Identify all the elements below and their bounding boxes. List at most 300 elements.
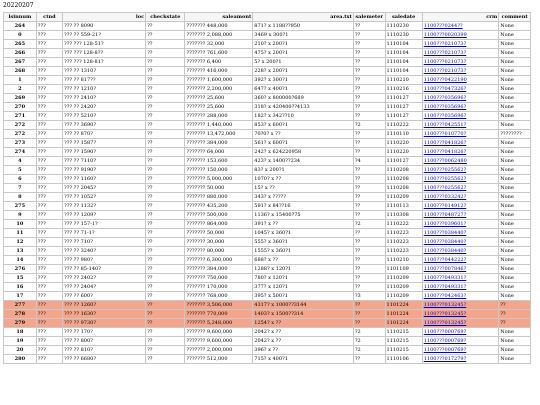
row-saleamount: ??????? 2,000,000 <box>185 346 253 355</box>
row-salemeter: ?? <box>353 229 385 238</box>
row-location: ??? ?? 980? <box>63 256 146 265</box>
row-saleamount: ??????? 25,600 <box>185 94 253 103</box>
row-number: 5 <box>4 166 37 175</box>
row-saleamount: ??????? 50,000 <box>185 184 253 193</box>
table-row <box>4 211 531 220</box>
row-salemeter: ?2 <box>353 328 385 337</box>
table-row <box>4 103 531 112</box>
row-checkstate: ?? <box>146 265 185 274</box>
row-checkstate: ?? <box>146 346 185 355</box>
row-crm-link[interactable]: 1100???013245? <box>422 301 499 310</box>
row-ctnd: ??? <box>36 40 62 49</box>
row-checkstate: ?? <box>146 337 185 346</box>
row-ctnd: ??? <box>36 337 62 346</box>
row-saleamount: ??????? 761,600 <box>185 49 253 58</box>
row-comment: None <box>499 193 531 202</box>
table-row <box>4 355 531 364</box>
row-comment: None <box>499 247 531 256</box>
row-salemeter: ?? <box>353 247 385 256</box>
row-area: 392? x 300?1 <box>253 76 354 85</box>
row-location: ??? ?? 1260? <box>63 301 146 310</box>
row-saleamount: ??????? 2,200,000 <box>185 85 253 94</box>
table-row <box>4 229 531 238</box>
row-crm-link[interactable]: 1100???0020399 <box>422 31 499 40</box>
row-area: 1403? x 1500??314 <box>253 310 354 319</box>
row-ctnd: ??? <box>36 274 62 283</box>
row-area: 391? x ?? <box>253 220 354 229</box>
row-crm-link[interactable]: 1100???014912? <box>422 202 499 211</box>
row-ctnd: ??? <box>36 67 62 76</box>
row-saleamount: ??????? 6,400 <box>185 58 253 67</box>
row-crm-link[interactable]: 1100???025562? <box>422 166 499 175</box>
row-location: ??? ?? 1630? <box>63 310 146 319</box>
row-checkstate: ?? <box>146 274 185 283</box>
row-comment: None <box>499 22 531 31</box>
table-row <box>4 265 531 274</box>
row-comment: None <box>499 220 531 229</box>
row-ctnd: ??? <box>36 58 62 67</box>
table-row <box>4 184 531 193</box>
row-number: 4 <box>4 157 37 166</box>
row-ctnd: ??? <box>36 238 62 247</box>
row-salemeter: ?? <box>353 211 385 220</box>
table-row <box>4 148 531 157</box>
row-comment: None <box>499 85 531 94</box>
row-saleamount: ??????? 770,000 <box>185 310 253 319</box>
row-area: 871? x 1188??950 <box>253 22 354 31</box>
table-row <box>4 175 531 184</box>
row-crm-link[interactable]: 1100???021073? <box>422 49 499 58</box>
row-saledate: 1110208 <box>385 166 422 175</box>
row-ctnd: ??? <box>36 301 62 310</box>
row-saleamount: ??????? 25,600 <box>185 103 253 112</box>
row-crm-link[interactable]: 1100???025562? <box>422 175 499 184</box>
row-comment: None <box>499 58 531 67</box>
table-row <box>4 130 531 139</box>
row-saleamount: ??????? 64,000 <box>185 148 253 157</box>
column-header[interactable]: checkstate <box>146 13 185 22</box>
row-saledate: 1110106 <box>385 355 422 364</box>
row-saleamount: ??????? 153,600 <box>185 157 253 166</box>
row-crm-link[interactable]: 1100???038440? <box>422 229 499 238</box>
row-crm-link[interactable]: 1100???038440? <box>422 238 499 247</box>
row-crm-link[interactable]: 1100???021073? <box>422 67 499 76</box>
row-location: ??? ?? 1052? <box>63 193 146 202</box>
row-number: 277 <box>4 301 37 310</box>
row-area: 343? x ????? <box>253 193 354 202</box>
row-number: 17 <box>4 292 37 301</box>
table-row <box>4 139 531 148</box>
row-salemeter: ?? <box>353 265 385 274</box>
row-number: 10 <box>4 220 37 229</box>
row-crm-link[interactable]: 1100???025562? <box>422 184 499 193</box>
row-salemeter: ?? <box>353 58 385 67</box>
column-header[interactable]: saledate <box>385 13 422 22</box>
row-location: ??? ?? 170? <box>63 328 146 337</box>
row-salemeter: ?? <box>353 94 385 103</box>
row-location: ??? ??? 128-51? <box>63 40 146 49</box>
row-checkstate: ?? <box>146 238 185 247</box>
row-crm-link[interactable]: 1100???0244?? <box>422 22 499 31</box>
row-saledate: 1110208 <box>385 184 422 193</box>
row-ctnd: ??? <box>36 355 62 364</box>
row-saledate: 1110127 <box>385 103 422 112</box>
row-comment: None <box>499 94 531 103</box>
row-salemeter: ?? <box>353 112 385 121</box>
row-saleamount: ??????? 288,000 <box>185 112 253 121</box>
row-area: 15? x ?? <box>253 184 354 193</box>
row-area: 70?0? x ?? <box>253 130 354 139</box>
row-ctnd: ??? <box>36 310 62 319</box>
row-saledate: 1101224 <box>385 310 422 319</box>
row-comment: None <box>499 211 531 220</box>
row-saledate: 1101224 <box>385 301 422 310</box>
row-number: 11 <box>4 229 37 238</box>
row-comment: None <box>499 67 531 76</box>
row-ctnd: ??? <box>36 49 62 58</box>
row-saleamount: ??????? 170,000 <box>185 283 253 292</box>
row-saledate: 1110215 <box>385 346 422 355</box>
row-area: 2042? x ?? <box>253 337 354 346</box>
row-saledate: 1110223 <box>385 247 422 256</box>
table-row <box>4 94 531 103</box>
column-header[interactable]: comment <box>499 13 531 22</box>
row-ctnd: ??? <box>36 94 62 103</box>
column-header[interactable]: area.txt <box>253 13 354 22</box>
row-saleamount: ??????? 500,000 <box>185 211 253 220</box>
row-location: ??? ?? 3690? <box>63 121 146 130</box>
row-salemeter: ?? <box>353 301 385 310</box>
row-saledate: 1110230 <box>385 22 422 31</box>
row-location: ??? ?? 870? <box>63 130 146 139</box>
row-checkstate: ?? <box>146 301 185 310</box>
row-checkstate: ?? <box>146 328 185 337</box>
row-number: 9 <box>4 211 37 220</box>
row-area: 647? x 400?1 <box>253 85 354 94</box>
row-checkstate: ?? <box>146 40 185 49</box>
row-crm-link[interactable]: 1100???013245? <box>422 319 499 328</box>
row-area: 1555? x 360?1 <box>253 247 354 256</box>
row-crm-link[interactable]: 1100???035696? <box>422 112 499 121</box>
data-table <box>3 12 531 364</box>
row-area: 561? x 600?1 <box>253 139 354 148</box>
row-comment: None <box>499 238 531 247</box>
row-checkstate: ?? <box>146 112 185 121</box>
row-checkstate: ?? <box>146 193 185 202</box>
row-crm-link[interactable]: 1100???035696? <box>422 94 499 103</box>
row-saledate: 1110210 <box>385 76 422 85</box>
row-area: 377? x 120?1 <box>253 283 354 292</box>
row-number: 270 <box>4 103 37 112</box>
row-location: ??? ?? 710? <box>63 238 146 247</box>
row-number: 8 <box>4 193 37 202</box>
row-comment: None <box>499 274 531 283</box>
row-salemeter: ?4 <box>353 157 385 166</box>
column-header[interactable]: saleamont <box>185 13 253 22</box>
table-row <box>4 292 531 301</box>
column-header[interactable]: loc <box>63 13 146 22</box>
row-number: 272 <box>4 130 37 139</box>
row-saledate: 1110223 <box>385 238 422 247</box>
row-saleamount: ??????? 768,000 <box>185 292 253 301</box>
row-number: 267 <box>4 58 37 67</box>
row-salemeter: ?? <box>353 256 385 265</box>
row-ctnd: ??? <box>36 31 62 40</box>
row-comment: None <box>499 175 531 184</box>
column-header[interactable]: salemeter <box>355 13 384 20</box>
row-saleamount: ??????? 6,300,000 <box>185 256 253 265</box>
row-saledate: 1110208 <box>385 175 422 184</box>
row-saleamount: ??????? 32,000 <box>185 40 253 49</box>
table-row <box>4 67 531 76</box>
row-number: 1 <box>4 76 37 85</box>
row-number: 279 <box>4 319 37 328</box>
row-area: 228? x 200?1 <box>253 67 354 76</box>
row-crm-link[interactable]: 1100???0422190 <box>422 76 499 85</box>
row-crm-link[interactable]: 1100???007846? <box>422 265 499 274</box>
row-saleamount: ??????? 448,000 <box>185 22 253 31</box>
row-comment: None <box>499 355 531 364</box>
row-checkstate: ?? <box>146 355 185 364</box>
row-saleamount: ??????? 864,000 <box>185 220 253 229</box>
row-location: ??? ?? 5210? <box>63 112 146 121</box>
row-crm-link[interactable]: 1100???035696? <box>422 103 499 112</box>
row-saledate: 1110127 <box>385 94 422 103</box>
row-checkstate: ?? <box>146 292 185 301</box>
row-saleamount: ??????? 1,440,000 <box>185 121 253 130</box>
column-header[interactable]: ctnd <box>36 13 62 22</box>
row-saleamount: ??????? 150,000 <box>185 166 253 175</box>
row-salemeter: ?? <box>353 49 385 58</box>
row-crm-link[interactable]: 1100???010770? <box>422 130 499 139</box>
row-crm-link[interactable]: 1100???039601? <box>422 220 499 229</box>
row-ctnd: ??? <box>36 292 62 301</box>
row-number: 16 <box>4 283 37 292</box>
row-checkstate: ?? <box>146 139 185 148</box>
row-comment: ???????? <box>499 130 531 139</box>
row-saleamount: ??????? 13,472,000 <box>185 130 253 139</box>
row-ctnd: ??? <box>36 166 62 175</box>
table-row <box>4 85 531 94</box>
column-header[interactable]: crm <box>422 13 499 22</box>
row-comment: None <box>499 157 531 166</box>
row-crm-link[interactable]: 1100???042551? <box>422 121 499 130</box>
row-ctnd: ??? <box>36 121 62 130</box>
row-location: ??? ?? 85-140? <box>63 265 146 274</box>
row-saledate: 1110215 <box>385 328 422 337</box>
row-number: 0 <box>4 31 37 40</box>
row-salemeter: ?? <box>353 310 385 319</box>
row-comment: None <box>499 328 531 337</box>
row-salemeter: ?? <box>353 193 385 202</box>
row-checkstate: ?? <box>146 310 185 319</box>
row-comment: ?? <box>499 310 531 319</box>
row-crm-link[interactable]: 1100???041826? <box>422 139 499 148</box>
row-number: 274 <box>4 148 37 157</box>
row-salemeter: ?? <box>353 274 385 283</box>
row-location: ??? ?? 8090 <box>63 22 146 31</box>
row-number: 266 <box>4 49 37 58</box>
row-crm-link[interactable]: 1100???000769? <box>422 346 499 355</box>
row-salemeter: ?? <box>353 148 385 157</box>
row-location: ??? ?? 6680? <box>63 355 146 364</box>
row-checkstate: ?? <box>146 85 185 94</box>
row-area: 318? x 420400??4133 <box>253 103 354 112</box>
row-comment: None <box>499 292 531 301</box>
row-checkstate: ?? <box>146 22 185 31</box>
table-row <box>4 220 531 229</box>
row-ctnd: ??? <box>36 319 62 328</box>
row-saledate: 1110113 <box>385 202 422 211</box>
row-crm-link[interactable]: 1100???048727? <box>422 211 499 220</box>
row-crm-link[interactable]: 1100???038440? <box>422 247 499 256</box>
row-comment: None <box>499 337 531 346</box>
table-row <box>4 31 531 40</box>
row-crm-link[interactable]: 1100???042463? <box>422 292 499 301</box>
row-comment: None <box>499 31 531 40</box>
row-crm-link[interactable]: 1100???049331? <box>422 274 499 283</box>
row-saleamount: ??????? 750,000 <box>185 274 253 283</box>
row-saledate: 1101224 <box>385 319 422 328</box>
row-checkstate: ?? <box>146 220 185 229</box>
row-checkstate: ?? <box>146 211 185 220</box>
row-crm-link[interactable]: 1100???000769? <box>422 337 499 346</box>
row-saledate: 1110104 <box>385 49 422 58</box>
row-crm-link[interactable]: 1100???033242? <box>422 193 499 202</box>
row-ctnd: ??? <box>36 247 62 256</box>
row-number: 275 <box>4 202 37 211</box>
row-checkstate: ?? <box>146 166 185 175</box>
row-comment: None <box>499 139 531 148</box>
row-comment: None <box>499 346 531 355</box>
row-crm-link[interactable]: 1100???000769? <box>422 328 499 337</box>
row-checkstate: ?? <box>146 256 185 265</box>
row-comment: None <box>499 148 531 157</box>
row-saleamount: ??????? 880,000 <box>185 193 253 202</box>
table-row <box>4 301 531 310</box>
row-ctnd: ??? <box>36 112 62 121</box>
row-location: ??? ?? 817?? <box>63 76 146 85</box>
row-salemeter: ?? <box>353 67 385 76</box>
row-location: ??? ?? 157-1? <box>63 220 146 229</box>
row-area: 395? x 500?1 <box>253 292 354 301</box>
row-number: 264 <box>4 22 37 31</box>
row-location: ??? ?? 2420? <box>63 103 146 112</box>
row-area: 3469 x 300?1 <box>253 31 354 40</box>
row-saleamount: ??????? 2,088,000 <box>185 31 253 40</box>
row-saleamount: ??????? 80,000 <box>185 247 253 256</box>
row-location: ??? ?? 7110? <box>63 157 146 166</box>
row-location: ??? ?? 2045? <box>63 184 146 193</box>
row-location: ??? ?? 2410? <box>63 94 146 103</box>
row-crm-link[interactable]: 1100???047326? <box>422 85 499 94</box>
row-crm-link[interactable]: 1100???044222? <box>422 256 499 265</box>
row-checkstate: ?? <box>146 94 185 103</box>
row-crm-link[interactable]: 1100???013245? <box>422 310 499 319</box>
row-area: 1136? x 15400?75 <box>253 211 354 220</box>
row-crm-link[interactable]: 1100???041826? <box>422 148 499 157</box>
row-location: ??? ?? 9190? <box>63 166 146 175</box>
row-location: ??? ?? 3240? <box>63 247 146 256</box>
row-area: 242? x 624220958 <box>253 148 354 157</box>
row-comment: None <box>499 229 531 238</box>
table-row <box>4 328 531 337</box>
row-saledate: 1110223 <box>385 229 422 238</box>
row-location: ??? ?? 1587? <box>63 139 146 148</box>
row-saledate: 1110209 <box>385 274 422 283</box>
column-header[interactable]: lsinnum <box>4 13 37 22</box>
row-salemeter: ?2 <box>353 220 385 229</box>
row-ctnd: ??? <box>36 103 62 112</box>
row-area: 210? x 200?1 <box>253 40 354 49</box>
row-area: 182? x 342??10 <box>253 112 354 121</box>
row-checkstate: ?? <box>146 229 185 238</box>
row-number: 12 <box>4 238 37 247</box>
row-saleamount: ??????? 9,600,000 <box>185 337 253 346</box>
row-salemeter: ?? <box>353 202 385 211</box>
row-crm-link[interactable]: 1100???021073? <box>422 40 499 49</box>
row-area: 1288? x 120?1 <box>253 265 354 274</box>
row-location: ??? ?? 559-21? <box>63 31 146 40</box>
row-saleamount: ??????? 435,200 <box>185 202 253 211</box>
row-ctnd: ??? <box>36 22 62 31</box>
row-checkstate: ?? <box>146 247 185 256</box>
row-area: 360? x 800000?689 <box>253 94 354 103</box>
row-saledate: 1110230 <box>385 31 422 40</box>
row-area: 853? x 600?1 <box>253 121 354 130</box>
row-location: ??? ??? 128-81? <box>63 58 146 67</box>
table-row <box>4 22 531 31</box>
table-row <box>4 112 531 121</box>
row-number: 7 <box>4 184 37 193</box>
row-ctnd: ??? <box>36 148 62 157</box>
row-ctnd: ??? <box>36 184 62 193</box>
table-row <box>4 40 531 49</box>
row-comment: None <box>499 49 531 58</box>
row-checkstate: ?? <box>146 319 185 328</box>
row-saledate: 1110104 <box>385 67 422 76</box>
row-location: ??? ?? 810? <box>63 346 146 355</box>
table-body <box>4 22 531 364</box>
row-crm-link[interactable]: 1100???049331? <box>422 283 499 292</box>
row-location: ??? ?? 600? <box>63 292 146 301</box>
row-salemeter: ?? <box>353 184 385 193</box>
row-salemeter: ?? <box>353 238 385 247</box>
row-ctnd: ??? <box>36 193 62 202</box>
table-row <box>4 238 531 247</box>
row-comment: ?? <box>499 301 531 310</box>
row-saleamount: ??????? 5,248,000 <box>185 319 253 328</box>
row-saledate: 1110104 <box>385 58 422 67</box>
row-comment: ?? <box>499 319 531 328</box>
row-saleamount: ??????? 384,000 <box>185 265 253 274</box>
row-area: 2042? x ?? <box>253 328 354 337</box>
table-row <box>4 193 531 202</box>
row-saleamount: ??????? 9,600,000 <box>185 328 253 337</box>
table-row <box>4 58 531 67</box>
row-salemeter: ?? <box>353 166 385 175</box>
row-checkstate: ?? <box>146 130 185 139</box>
row-comment: None <box>499 184 531 193</box>
row-crm-link[interactable]: 1100???0062480 <box>422 157 499 166</box>
row-number: 276 <box>4 265 37 274</box>
row-area: 591? x 84??16 <box>253 202 354 211</box>
row-crm-link[interactable]: 1100???021073? <box>422 58 499 67</box>
row-checkstate: ?? <box>146 157 185 166</box>
table-row <box>4 283 531 292</box>
row-crm-link[interactable]: 1100???017279? <box>422 355 499 364</box>
row-comment: None <box>499 265 531 274</box>
